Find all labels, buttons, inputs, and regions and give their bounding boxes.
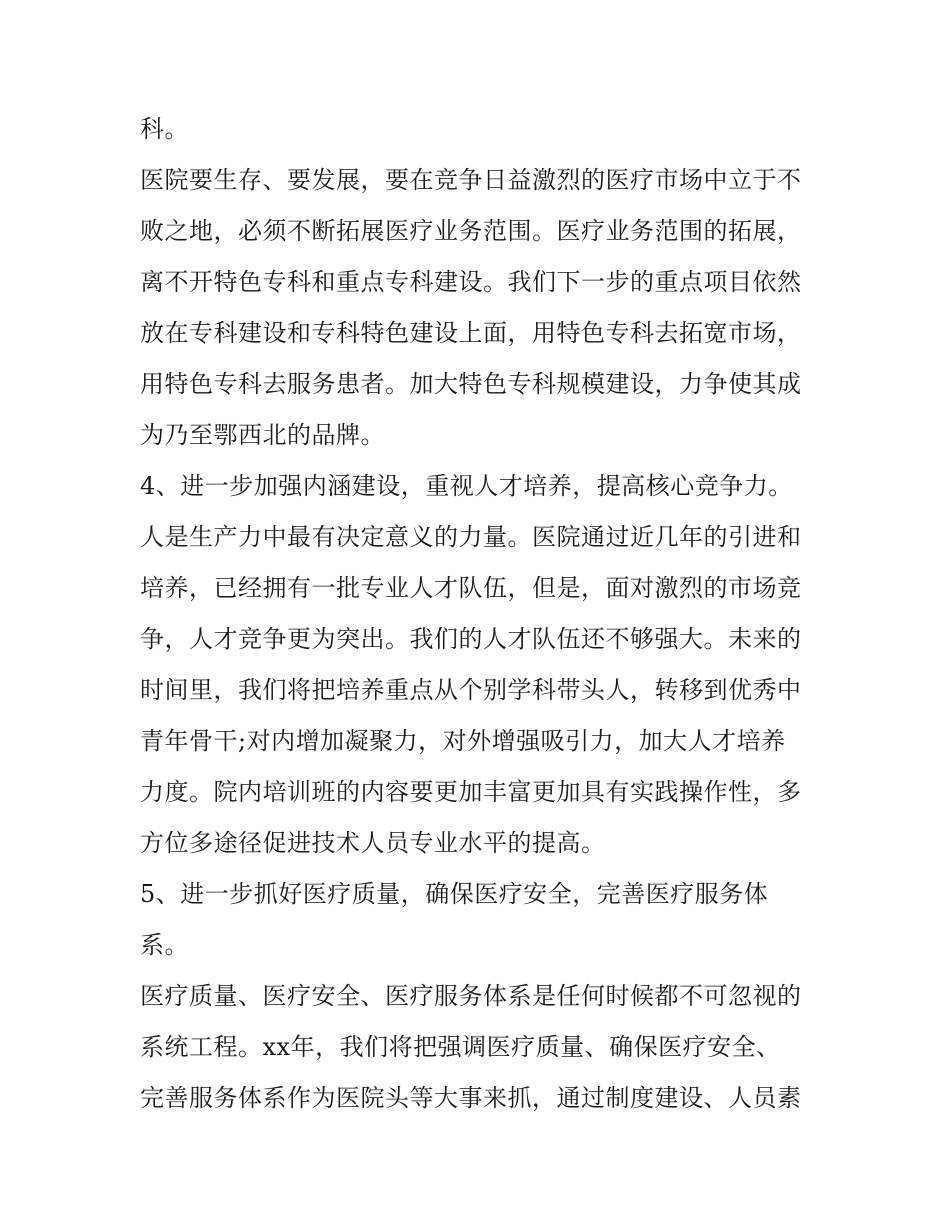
- text-line: 时间里，我们将把培养重点从个别学科带头人，转移到优秀中: [140, 676, 802, 704]
- text-line: 败之地，必须不断拓展医疗业务范围。医疗业务范围的拓展，: [140, 217, 802, 245]
- text-line: 力度。院内培训班的内容要更加丰富更加具有实践操作性，多: [140, 778, 802, 806]
- text-line: 争，人才竞争更为突出。我们的人才队伍还不够强大。未来的: [140, 625, 802, 653]
- section-heading-4: 4、进一步加强内涵建设，重视人才培养，提高核心竞争力。: [140, 472, 793, 500]
- text-line: 青年骨干;对内增加凝聚力，对外增强吸引力，加大人才培养: [140, 727, 786, 755]
- text-line: 医院要生存、要发展，要在竞争日益激烈的医疗市场中立于不: [140, 166, 802, 194]
- section-heading-5-cont: 系。: [140, 931, 189, 959]
- text-line: 方位多途径促进技术人员专业水平的提高。: [140, 829, 606, 857]
- document-body: [140, 104, 820, 1124]
- text-line: 人是生产力中最有决定意义的力量。医院通过近几年的引进和: [140, 523, 802, 551]
- section-heading-5: 5、进一步抓好医疗质量，确保医疗安全，完善医疗服务体: [140, 880, 769, 908]
- text-line: 为乃至鄂西北的品牌。: [140, 421, 385, 449]
- text-line: 科。: [140, 115, 189, 143]
- text-line: 培养，已经拥有一批专业人才队伍，但是，面对激烈的市场竞: [140, 574, 802, 602]
- text-line: 用特色专科去服务患者。加大特色专科规模建设，力争使其成: [140, 370, 802, 398]
- text-line: 放在专科建设和专科特色建设上面，用特色专科去拓宽市场，: [140, 319, 802, 347]
- text-line: 系统工程。xx年，我们将把强调医疗质量、确保医疗安全、: [140, 1033, 781, 1061]
- text-line: 离不开特色专科和重点专科建设。我们下一步的重点项目依然: [140, 268, 802, 296]
- text-line: 医疗质量、医疗安全、医疗服务体系是任何时候都不可忽视的: [140, 982, 802, 1010]
- text-line: 完善服务体系作为医院头等大事来抓，通过制度建设、人员素: [140, 1084, 802, 1112]
